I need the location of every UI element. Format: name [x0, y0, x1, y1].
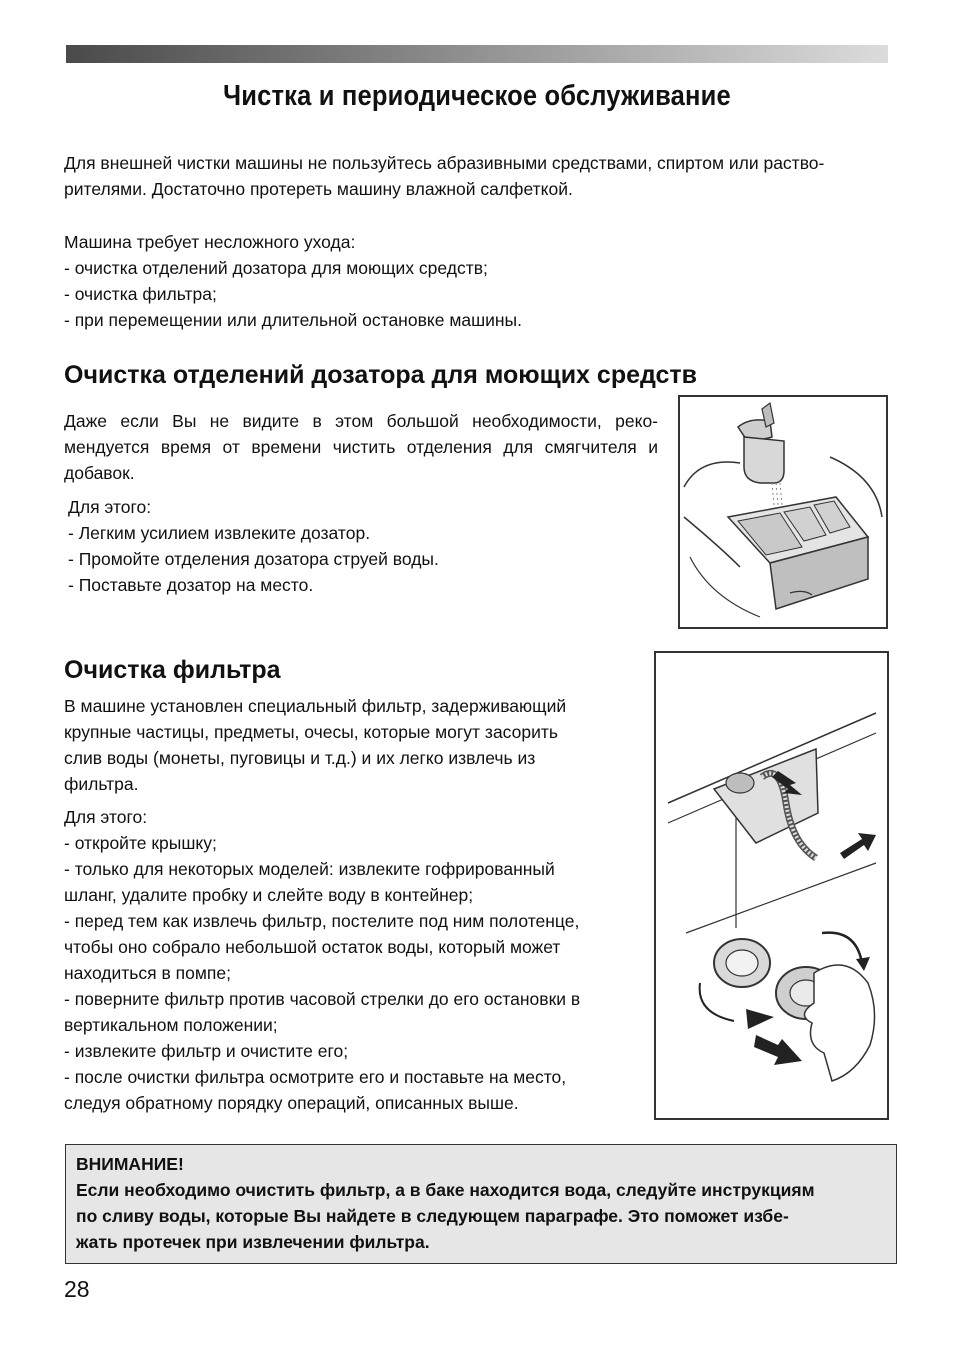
care-list-item: - при перемещении или длительной остановке машины. — [64, 310, 522, 330]
dispenser-step: - Поставьте дозатор на место. — [68, 575, 314, 595]
filter-steps-heading: Для этого: — [64, 807, 148, 827]
dispenser-line: мендуется время от времени чистить отделения для смягчителя и — [64, 437, 658, 457]
filter-heading: Очистка фильтра — [64, 656, 281, 684]
header-gradient-bar — [66, 45, 888, 63]
filter-line: крупные частицы, предметы, очесы, которые могут засорить — [64, 722, 558, 742]
care-list — [64, 229, 522, 333]
filter-step-line: находиться в помпе; — [64, 963, 231, 983]
warning-line: по сливу воды, которые Вы найдете в следующем параграфе. Это поможет избе- — [76, 1206, 789, 1226]
dispenser-rinse-illustration — [680, 397, 886, 627]
warning-title: ВНИМАНИЕ! — [76, 1154, 184, 1174]
warning-line: жать протечек при извлечении фильтра. — [76, 1232, 430, 1252]
filter-step-line: вертикальном положении; — [64, 1015, 278, 1035]
page-number: 28 — [64, 1276, 90, 1302]
page-title: Чистка и периодическое обслуживание — [223, 80, 731, 112]
filter-step-line: - перед тем как извлечь фильтр, постелите под ним полотенце, — [64, 911, 580, 931]
filter-removal-illustration — [656, 653, 887, 1118]
care-list-item: - очистка отделений дозатора для моющих средств; — [64, 258, 488, 278]
dispenser-line: добавок. — [64, 463, 135, 483]
intro-line: Для внешней чистки машины не пользуйтесь абразивными средствами, спиртом или раство- — [64, 153, 825, 173]
filter-step-line: - только для некоторых моделей: извлеките гофрированный — [64, 859, 555, 879]
filter-step-line: - поверните фильтр против часовой стрелки до его остановки в — [64, 989, 581, 1009]
filter-step-line: следуя обратному порядку операций, описанных выше. — [64, 1093, 519, 1113]
dispenser-step: - Легким усилием извлеките дозатор. — [68, 523, 371, 543]
intro-paragraph — [64, 150, 824, 202]
filter-step-line: шланг, удалите пробку и слейте воду в контейнер; — [64, 885, 474, 905]
dispenser-line: Даже если Вы не видите в этом большой необходимости, реко- — [64, 411, 658, 431]
warning-box — [65, 1144, 897, 1264]
dispenser-steps-heading: Для этого: — [68, 497, 152, 517]
dispenser-figure — [678, 395, 888, 629]
filter-figure — [654, 651, 889, 1120]
dispenser-heading: Очистка отделений дозатора для моющих средств — [64, 361, 698, 389]
filter-step-line: - после очистки фильтра осмотрите его и поставьте на место, — [64, 1067, 567, 1087]
care-list-item: - очистка фильтра; — [64, 284, 217, 304]
dispenser-step: - Промойте отделения дозатора струей воды. — [68, 549, 439, 569]
filter-step-line: - извлеките фильтр и очистите его; — [64, 1041, 349, 1061]
dispenser-steps — [68, 494, 439, 598]
care-list-heading: Машина требует несложного ухода: — [64, 232, 356, 252]
filter-step-line: чтобы оно собрало небольшой остаток воды, который может — [64, 937, 561, 957]
filter-line: слив воды (монеты, пуговицы и т.д.) и их легко извлечь из — [64, 748, 536, 768]
warning-line: Если необходимо очистить фильтр, а в баке находится вода, следуйте инструкциям — [76, 1180, 815, 1200]
dispenser-paragraph — [64, 408, 658, 486]
filter-step-line: - откройте крышку; — [64, 833, 217, 853]
filter-paragraph — [64, 693, 566, 797]
intro-line: рителями. Достаточно протереть машину влажной салфеткой. — [64, 179, 573, 199]
filter-steps — [64, 804, 580, 1116]
filter-line: фильтра. — [64, 774, 139, 794]
filter-line: В машине установлен специальный фильтр, задерживающий — [64, 696, 567, 716]
